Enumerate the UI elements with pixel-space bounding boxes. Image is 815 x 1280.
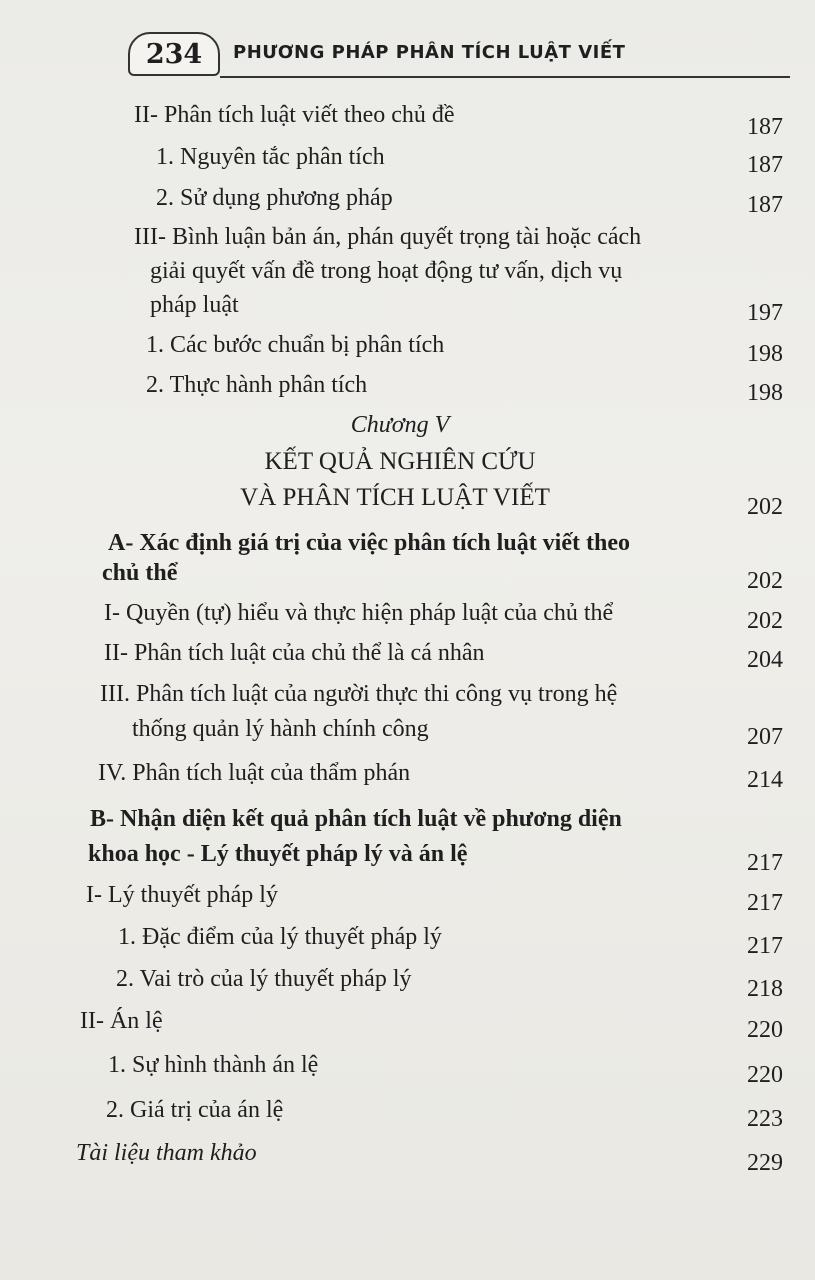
toc-entry: 1. Sự hình thành án lệ [108, 1052, 319, 1078]
toc-page-number: 223 [747, 1106, 783, 1132]
page-number: 234 [128, 32, 220, 76]
toc-entry: II- Phân tích luật viết theo chủ đề [134, 102, 455, 128]
toc-entry: I- Quyền (tự) hiểu và thực hiện pháp luật của chủ thể [104, 600, 614, 626]
toc-entry: 2. Thực hành phân tích [146, 372, 368, 398]
toc-entry: pháp luật [150, 292, 239, 318]
toc-entry: III. Phân tích luật của người thực thi công vụ trong hệ [100, 681, 618, 707]
toc-entry: IV. Phân tích luật của thẩm phán [98, 760, 411, 786]
toc-page-number: 217 [747, 933, 783, 959]
toc-entry: 1. Đặc điểm của lý thuyết pháp lý [118, 924, 442, 950]
toc-entry: III- Bình luận bản án, phán quyết trọng tài hoặc cách [134, 224, 642, 250]
toc-page-number: 217 [747, 850, 783, 876]
toc-entry: 2. Vai trò của lý thuyết pháp lý [116, 966, 412, 992]
toc-page-number: 217 [747, 890, 783, 916]
toc-page-number: 218 [747, 976, 783, 1002]
toc-entry: 2. Sử dụng phương pháp [156, 185, 393, 211]
book-title: PHƯƠNG PHÁP PHÂN TÍCH LUẬT VIẾT [233, 42, 626, 63]
toc-entry: II- Án lệ [80, 1008, 163, 1034]
toc-entry: 2. Giá trị của án lệ [106, 1097, 284, 1123]
toc-page-number: 198 [747, 380, 783, 406]
toc-entry: 1. Các bước chuẩn bị phân tích [146, 332, 445, 358]
header-rule [220, 76, 790, 78]
toc-entry: I- Lý thuyết pháp lý [86, 882, 278, 908]
toc-section-a: A- Xác định giá trị của việc phân tích luật viết theo [108, 530, 630, 556]
toc-section-a-cont: chủ thể [102, 560, 178, 586]
toc-page-number: 187 [747, 192, 783, 218]
toc-page-number: 204 [747, 647, 783, 673]
toc-page-number: 187 [747, 114, 783, 140]
toc-page-number: 198 [747, 341, 783, 367]
chapter-title-line2: VÀ PHÂN TÍCH LUẬT VIẾT [240, 484, 550, 511]
toc-page-number: 220 [747, 1017, 783, 1043]
toc-page-number: 197 [747, 300, 783, 326]
toc-references: Tài liệu tham khảo [76, 1140, 257, 1166]
toc-section-b-cont: khoa học - Lý thuyết pháp lý và án lệ [88, 841, 468, 867]
toc-page-number: 202 [747, 494, 783, 520]
chapter-title-line1: KẾT QUẢ NGHIÊN CỨU [264, 448, 536, 475]
toc-page-number: 214 [747, 767, 783, 793]
toc-page-number: 220 [747, 1062, 783, 1088]
toc-page-number: 202 [747, 568, 783, 594]
toc-entry: 1. Nguyên tắc phân tích [156, 144, 385, 170]
chapter-label: Chương V [350, 412, 450, 438]
toc-entry: II- Phân tích luật của chủ thể là cá nhân [104, 640, 485, 666]
toc-section-b: B- Nhận diện kết quả phân tích luật về phương diện [90, 806, 622, 832]
toc-page-number: 202 [747, 608, 783, 634]
toc-page-number: 187 [747, 152, 783, 178]
page-header [128, 24, 790, 84]
toc-entry: thống quản lý hành chính công [132, 716, 429, 742]
toc-page-number: 207 [747, 724, 783, 750]
toc-entry: giải quyết vấn đề trong hoạt động tư vấn, dịch vụ [150, 258, 623, 284]
toc-page-number: 229 [747, 1150, 783, 1176]
